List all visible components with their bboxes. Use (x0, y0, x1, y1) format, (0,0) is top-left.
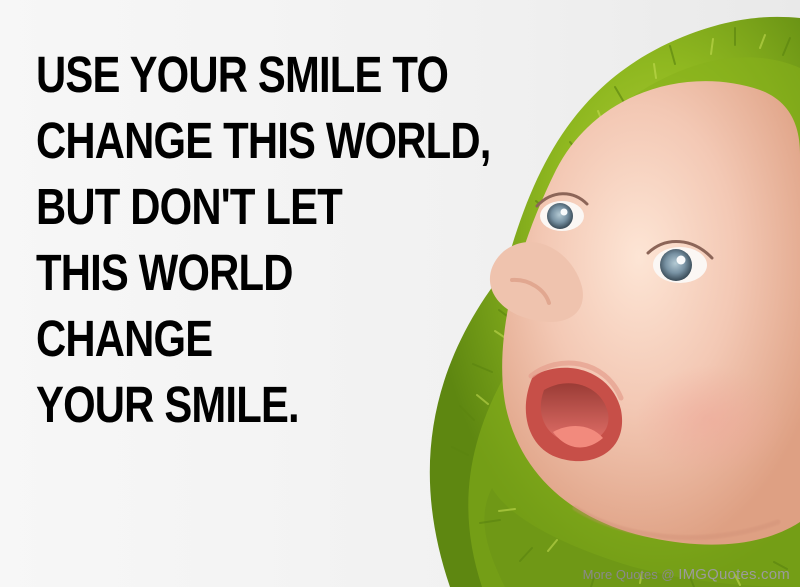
quote-line-1: USE YOUR SMILE TO (36, 46, 449, 103)
quote-line-5: CHANGE (36, 310, 213, 367)
quote-text (36, 42, 491, 438)
quote-line-4: THIS WORLD (36, 244, 293, 301)
quote-line-2: CHANGE THIS WORLD, (36, 112, 491, 169)
quote-line-6: YOUR SMILE. (36, 376, 299, 433)
credit-prefix: More Quotes @ (582, 567, 675, 582)
baby-mouth (526, 363, 622, 461)
image-credit (583, 566, 790, 584)
credit-site: IMGQuotes.com (678, 566, 790, 583)
quote-line-3: BUT DON'T LET (36, 178, 342, 235)
